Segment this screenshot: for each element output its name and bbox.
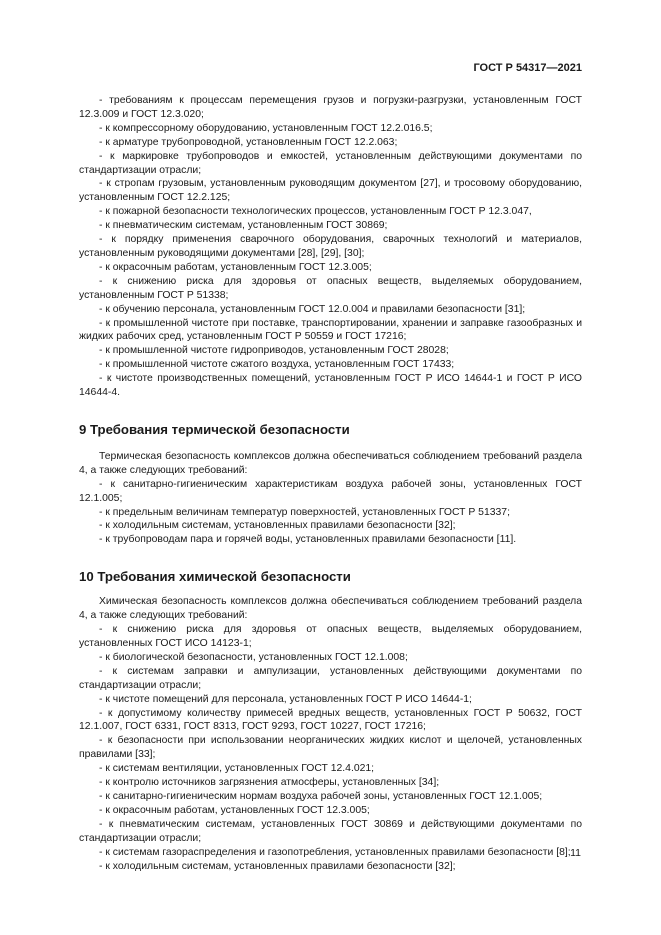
list-item: - к окрасочным работам, установленным ГОСТ 12.3.005; xyxy=(99,261,372,273)
list-item: - к промышленной чистоте сжатого воздуха, установленным ГОСТ 17433; xyxy=(99,359,455,371)
document-header: ГОСТ Р 54317—2021 xyxy=(473,62,582,74)
page-number: 11 xyxy=(570,847,581,859)
list-item: - к холодильным системам, установленных правилами безопасности [32]; xyxy=(99,520,456,532)
list-item: - к снижению риска для здоровья от опасных веществ, выделяемых оборудованием, установленных ГОСТ ИСО 14123-1; xyxy=(79,624,582,649)
list-item: - к биологической безопасности, установленных ГОСТ 12.1.008; xyxy=(99,651,408,663)
list-item: - к пневматическим системам, установленным ГОСТ 30869; xyxy=(99,220,388,232)
section-10-heading: 10 Требования химической безопасности xyxy=(79,569,351,585)
list-item: - к системам заправки и ампулизации, установленных действующими документами по стандартизации отрасли; xyxy=(79,665,582,691)
list-item: - к системам вентиляции, установленных ГОСТ 12.4.021; xyxy=(99,763,375,775)
section-9-body xyxy=(79,450,582,547)
list-item: - к санитарно-гигиеническим нормам воздуха рабочей зоны, установленных ГОСТ 12.1.005; xyxy=(99,790,543,802)
paragraph: Термическая безопасность комплексов должна обеспечиваться соблюдением требований раздела 4, а также следующих требований: xyxy=(79,450,582,476)
list-item: - к пневматическим системам, установленных ГОСТ 30869 и действующими документами по стандартизации отрасли; xyxy=(79,818,582,844)
list-item: - к предельным величинам температур поверхностей, установленных ГОСТ Р 51337; xyxy=(99,506,510,518)
list-item: - к промышленной чистоте гидроприводов, установленным ГОСТ 28028; xyxy=(99,345,449,357)
list-item: - к компрессорному оборудованию, установленным ГОСТ 12.2.016.5; xyxy=(99,122,433,134)
list-item: - к маркировке трубопроводов и емкостей, установленным действующими документами по стандартизации отрасли; xyxy=(79,150,582,176)
list-item: - к трубопроводам пара и горячей воды, установленных правилами безопасности [11]. xyxy=(99,534,517,546)
list-item: - к безопасности при использовании неорганических жидких кислот и щелочей, установленных правилами [33]; xyxy=(79,735,582,761)
list-item: - к промышленной чистоте при поставке, транспортировании, хранении и заправке газообразных и жидких рабочих сред, установленным ГОСТ Р 50559 и ГОСТ 17216; xyxy=(79,317,582,343)
section-9-heading: 9 Требования термической безопасности xyxy=(79,421,350,437)
list-item: - к окрасочным работам, установленных ГОСТ 12.3.005; xyxy=(99,804,370,816)
paragraph: Химическая безопасность комплексов должна обеспечиваться соблюдением требований раздела 4, а также следующих требований: xyxy=(79,596,582,622)
list-item: - к холодильным системам, установленных правилами безопасности [32]; xyxy=(99,860,456,872)
list-item: - к стропам грузовым, установленным руководящим документом [27], и тросовому оборудованию, установленным ГОСТ 12.2.125; xyxy=(79,178,582,204)
list-item: - к контролю источников загрязнения атмосферы, установленных [34]; xyxy=(99,777,440,789)
list-item: - к допустимому количеству примесей вредных веществ, установленных ГОСТ Р 50632, ГОСТ 12.1.007, ГОСТ 6331, ГОСТ 8313, ГОСТ 9293, ГОСТ 10227, ГОСТ 17216; xyxy=(79,707,582,733)
list-item: - к арматуре трубопроводной, установленным ГОСТ 12.2.063; xyxy=(99,136,398,148)
section-10-body xyxy=(79,595,582,873)
list-item: - требованиям к процессам перемещения грузов и погрузки-разгрузки, установленным ГОСТ 12.3.009 и ГОСТ 12.3.020; xyxy=(79,95,582,120)
list-item: - к чистоте помещений для персонала, установленных ГОСТ Р ИСО 14644-1; xyxy=(99,693,472,705)
list-item: - к порядку применения сварочного оборудования, сварочных технологий и материалов, установленным руководящими документами [28], [29], [30]; xyxy=(79,234,582,259)
list-item: - к чистоте производственных помещений, установленным ГОСТ Р ИСО 14644-1 и ГОСТ Р ИСО 14644-4. xyxy=(79,373,582,399)
requirements-list xyxy=(79,94,582,400)
list-item: - к снижению риска для здоровья от опасных веществ, выделяемых оборудованием, установленным ГОСТ Р 51338; xyxy=(79,275,582,301)
page-content xyxy=(79,94,582,873)
list-item: - к обучению персонала, установленным ГОСТ 12.0.004 и правилами безопасности [31]; xyxy=(99,303,526,315)
list-item: - к санитарно-гигиеническим характеристикам воздуха рабочей зоны, установленных ГОСТ 12.1.005; xyxy=(79,478,582,504)
list-item: - к пожарной безопасности технологических процессов, установленным ГОСТ Р 12.3.047, xyxy=(99,206,532,218)
list-item: - к системам газораспределения и газопотребления, установленных правилами безопасности [8]; xyxy=(99,846,571,858)
